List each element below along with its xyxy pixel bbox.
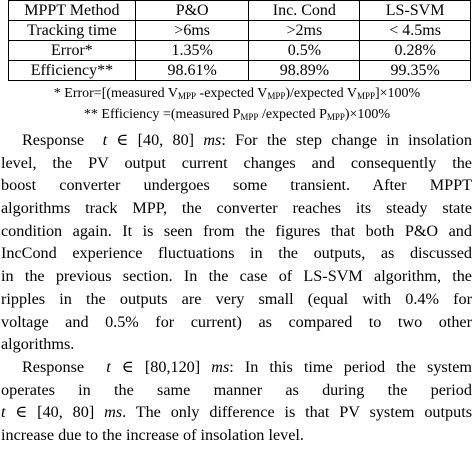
mppt-comparison-table (8, 0, 471, 81)
paragraph-line (1, 356, 472, 379)
table-header-cell: Inc. Cond (249, 1, 360, 21)
table-row (9, 61, 471, 81)
paragraph-line: algorithms. (1, 335, 75, 354)
table-header-cell: MPPT Method (9, 1, 136, 21)
paragraph-response-80-120 (1, 356, 472, 447)
paragraph-line: boost converter undergoes some transient. After MPPT (1, 176, 472, 195)
table-cell: >6ms (135, 21, 249, 41)
table-header-row (9, 1, 471, 21)
footnote-subscript: MPP (356, 91, 375, 101)
table-cell: 99.35% (360, 61, 471, 81)
table-row (9, 21, 471, 41)
footnote-text: -expected V (196, 86, 268, 101)
paragraph-lead: Response (22, 131, 85, 149)
math-variable-t: t (102, 131, 108, 149)
table-cell: 98.89% (249, 61, 360, 81)
paragraph-line: IncCond experience fluctuations in the outputs, as discussed (1, 244, 472, 263)
footnote-subscript: MPP (267, 91, 286, 101)
table-cell: 98.61% (135, 61, 249, 81)
table-cell: >2ms (249, 21, 360, 41)
math-variable-t: t (106, 358, 111, 376)
table-cell: Error* (9, 41, 136, 61)
table-cell: 0.28% (360, 41, 471, 61)
paragraph-line: ripples in the outputs are very small (equal with 0.4% for (1, 289, 472, 308)
paragraph-text: : For the step change in insolation (221, 131, 472, 149)
table-row (9, 41, 471, 61)
table-cell: 0.5% (249, 41, 360, 61)
footnote-subscript: MPP (240, 112, 259, 122)
paragraph-lead: Response (22, 358, 85, 376)
math-interval: ∈ [80,120] (110, 358, 212, 376)
math-variable-t: t (1, 403, 6, 422)
footnote-text: ** Efficiency =(measured P (83, 107, 241, 122)
paragraph-line: condition again. It is seen from the figures that both P&O and (1, 221, 472, 240)
footnote-text: * Error=[(measured V (53, 86, 179, 101)
math-unit-ms: ms (211, 358, 230, 376)
paragraph-line: level, the PV output current changes and consequently the (1, 153, 472, 172)
paragraph-line: algorithms track MPP, the converter reaches its steady state (1, 199, 472, 218)
table-cell: Efficiency** (9, 61, 136, 81)
table-cell: Tracking time (9, 21, 136, 41)
footnote-text: )/expected V (285, 86, 357, 101)
math-interval: ∈ [40, 80] (5, 403, 105, 422)
math-unit-ms: ms (203, 131, 222, 149)
table-cell: 1.35% (135, 41, 249, 61)
footnote-text: /expected P (258, 107, 327, 122)
error-footnote (0, 87, 474, 101)
paragraph-line (1, 129, 472, 152)
table-header-cell: LS-SVM (360, 1, 471, 21)
paragraph-line (1, 401, 472, 424)
paragraph-line: operates in the same manner as during the period (1, 380, 472, 399)
paragraph-line: in the previous section. In the case of LS-SVM algorithm, the (1, 267, 472, 286)
table-cell: < 4.5ms (360, 21, 471, 41)
paragraph-response-40-80 (1, 129, 472, 356)
footnote-subscript: MPP (326, 112, 345, 122)
paragraph-line: increase due to the increase of insolation level. (1, 426, 304, 445)
table-header-cell: P&O (135, 1, 249, 21)
paragraph-text: . The only difference is that PV system outputs (122, 403, 473, 422)
efficiency-footnote (0, 108, 474, 122)
math-interval: ∈ [40, 80] (107, 131, 204, 149)
footnote-text: )×100% (344, 107, 391, 122)
footnote-text: ]×100% (375, 86, 421, 101)
paragraph-line: voltage and 0.5% for current) as compared to two other (1, 312, 472, 331)
math-unit-ms: ms (104, 403, 123, 422)
paragraph-text: : In this time period the system (229, 358, 472, 376)
footnote-subscript: MPP (178, 91, 197, 101)
